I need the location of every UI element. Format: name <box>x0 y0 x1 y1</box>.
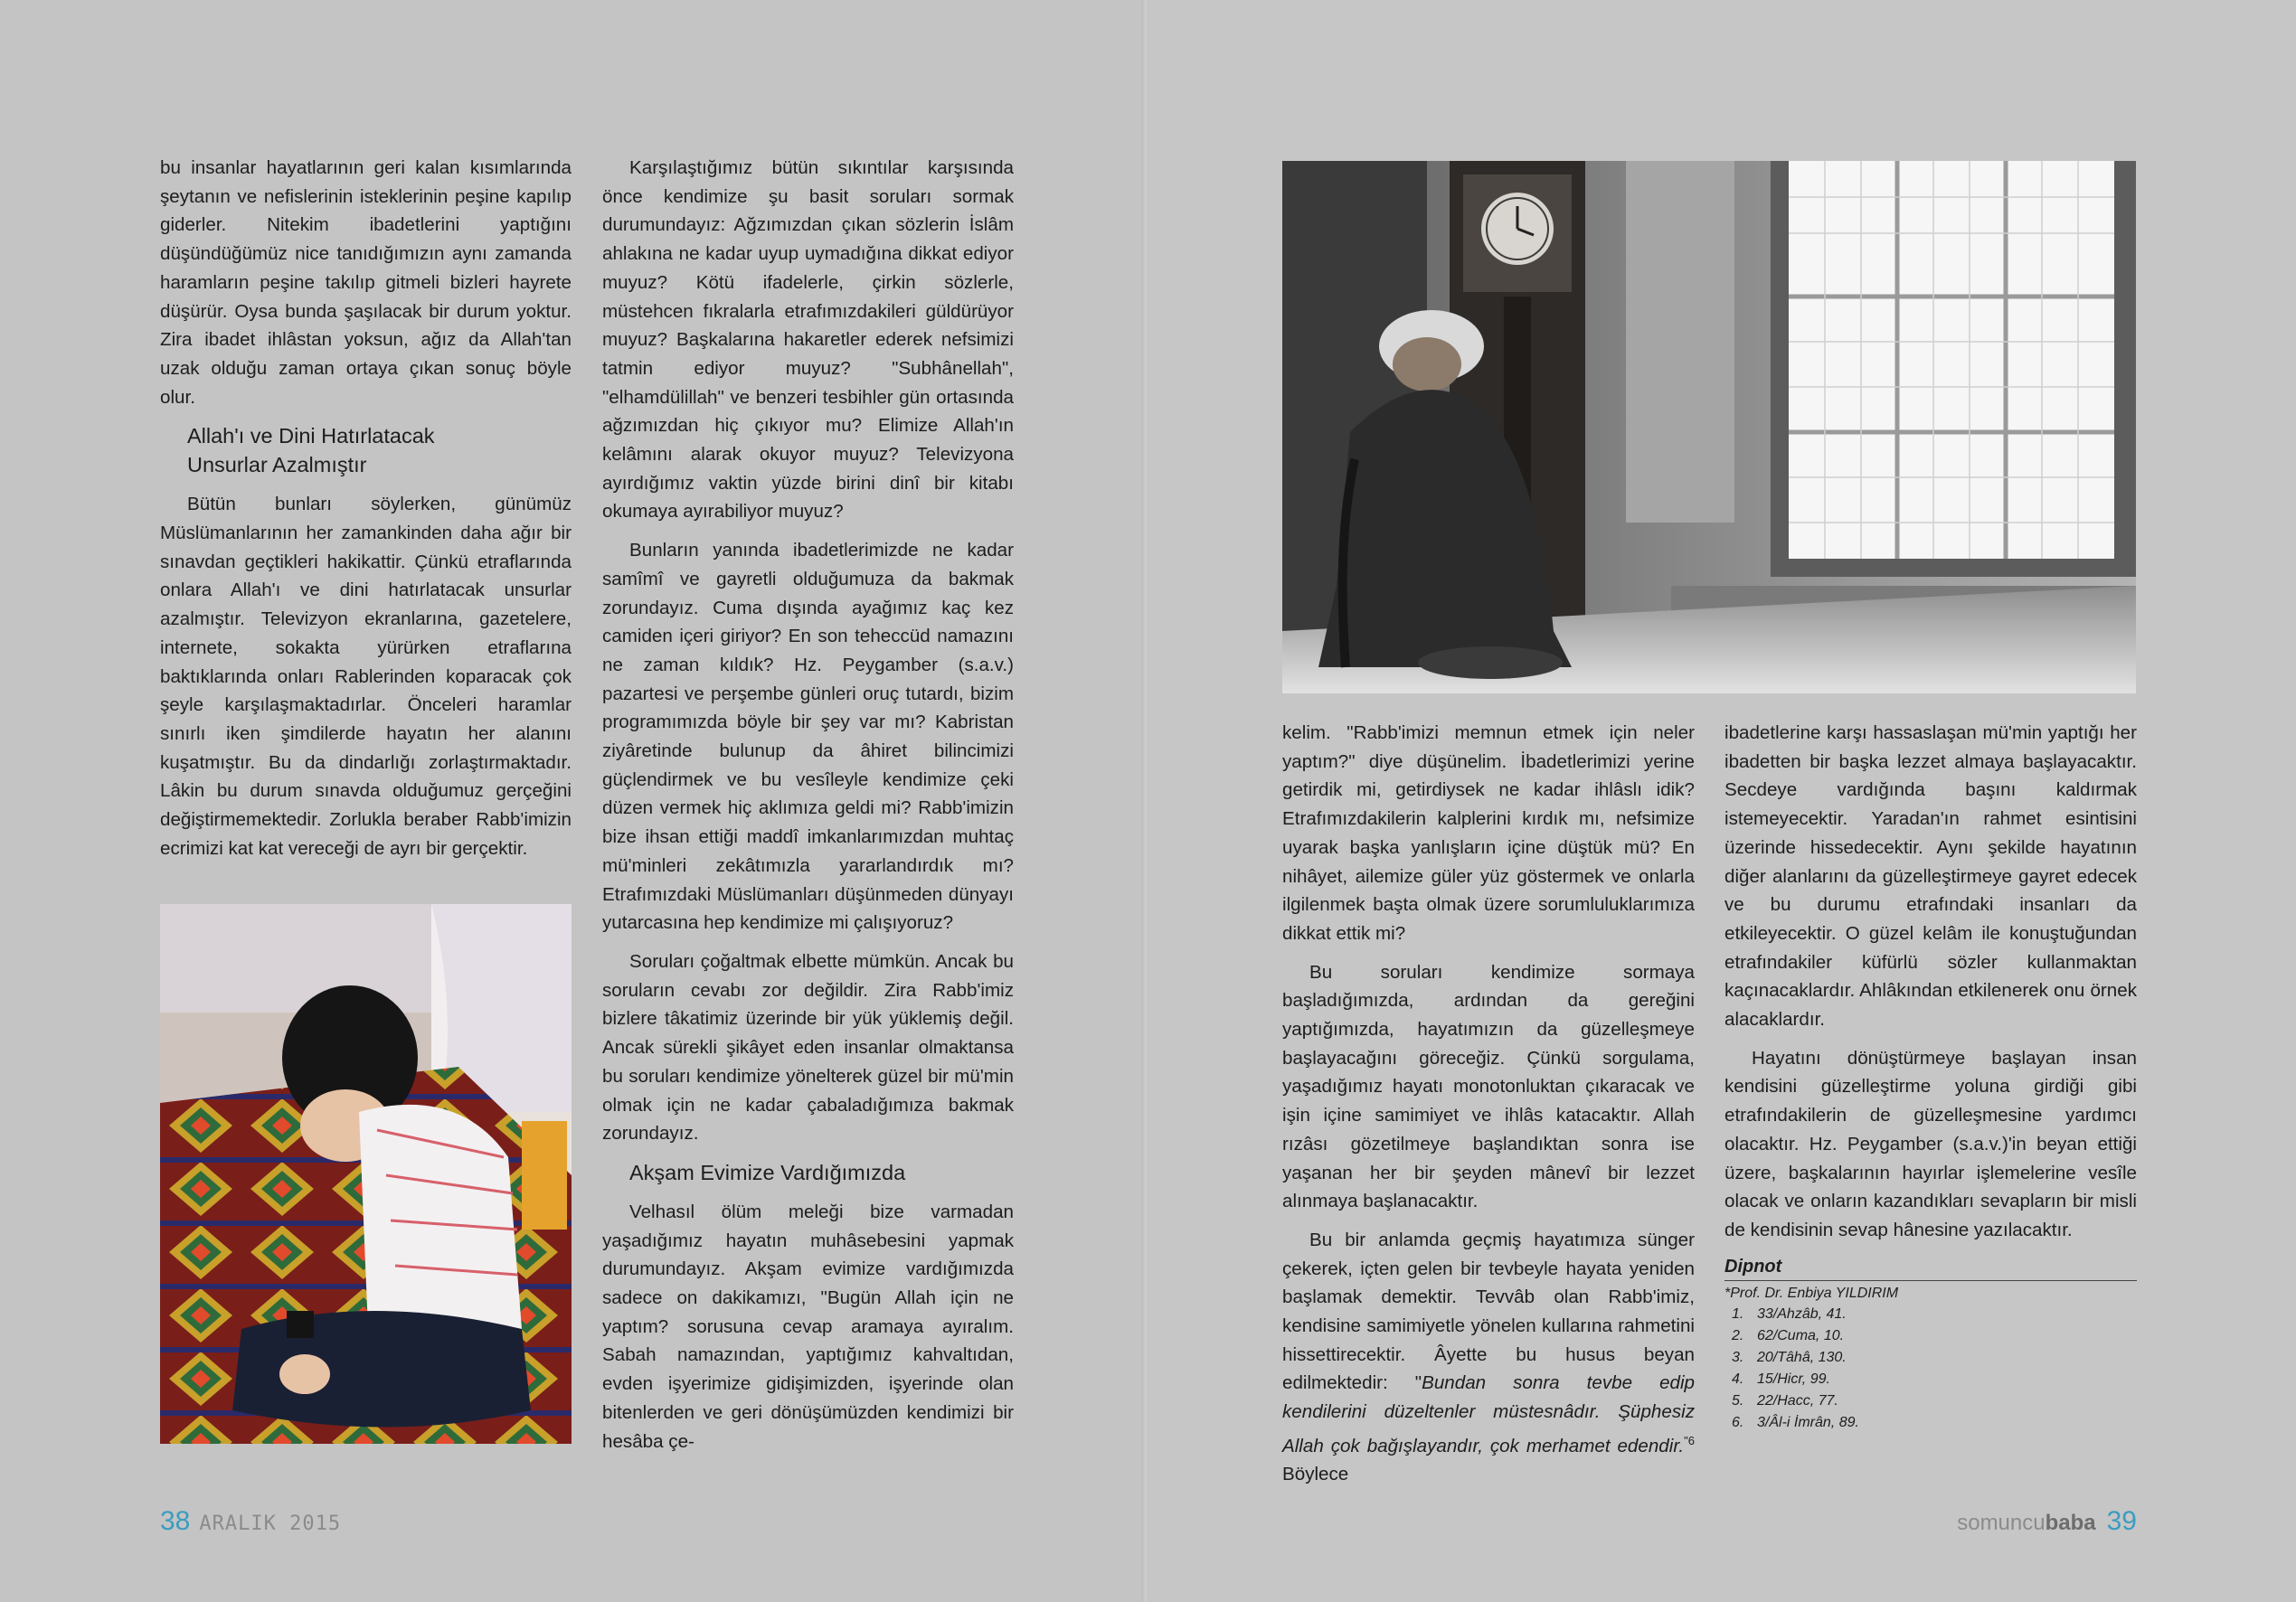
footnotes <box>1724 1255 2137 1434</box>
footnote-text: 3/Âl-i İmrân, 89. <box>1757 1414 1859 1430</box>
left-column-2 <box>602 154 1014 1465</box>
page-number-right <box>1957 1506 2137 1537</box>
quote: Bundan sonra tevbe edip kendilerini düzeltenler müstesnâdır. Şüphesiz Allah çok bağışlayandır, çok merhamet edendir. <box>1282 1372 1696 1456</box>
footnote-number: 5. <box>1732 1392 1744 1409</box>
footnote-item <box>1724 1304 2137 1325</box>
boy-on-prayer-rug-photo <box>160 904 572 1444</box>
page-number-left <box>160 1506 341 1537</box>
paragraph: ibadetlerine karşı hassaslaşan mü'min yaptığı her ibadetten bir başka lezzet almaya başlayacaktır. Secdeye vardığında başını kaldırmak istemeyecektir. Yaradan'ın rahmet esintisini üzerinde hissedecektir. Aynı şekilde hayatının diğer alanlarını da güzelleştirmeye gayret edecek ve bu durumu etrafındaki insanları da etkileyecektir. O güzel kelâm ile konuştuğundan etrafındakiler küfürlü sözler kullanmaktan kaçınacaklardır. Ahlâkından etkilenerek onu örnek alacaklardır. <box>1724 722 2137 1031</box>
footnote-text: 15/Hicr, 99. <box>1757 1371 1830 1387</box>
paragraph: Karşılaştığımız bütün sıkıntılar karşısında önce kendimize şu basit soruları sormak durumundayız: Ağzımızdan çıkan sözlerin İslâm ahlakına ne kadar uyup uymadığına dikkat ediyor muyuz? Kötü ifadelerle, çirkin sözlerle, müstehcen fıkralarla etrafımızdakileri güldürüyor muyuz? Başkalarına hakaretler ederek nefsimizi tatmin ediyor muyuz? "Subhânellah", "elhamdülillah" ve benzeri tesbihler gün ortasında ağzımızdan hiç çıkıyor mu? Elimize Allah'ın kelâmını alarak okuyor muyuz? Televizyona ayırdığımız vaktin yüzde birini dinî bir kitabı okumaya ayırabiliyor muyuz? <box>602 157 1014 523</box>
footnote-ref: "6 <box>1684 1433 1695 1447</box>
paragraph: Soruları çoğaltmak elbette mümkün. Ancak bu soruların cevabı zor değildir. Zira Rabb'imiz bizlere tâkatimiz üzerinde bir yük yüklemiş değil. Ancak sürekli şikâyet eden insanlar olmaktansa bu soruları kendimize yönelterek güzel bir mü'min olmak için ne kadar çabaladığımıza bakmak zorundayız. <box>602 950 1014 1145</box>
man-praying-mosque-photo <box>1282 161 2136 693</box>
right-column-1 <box>1282 719 1695 1499</box>
footnotes-author: *Prof. Dr. Enbiya YILDIRIM <box>1724 1285 1899 1301</box>
logo-part-bold: baba <box>2045 1511 2096 1535</box>
section-heading <box>187 421 572 479</box>
left-column-1 <box>160 154 572 872</box>
paragraph <box>1282 1226 1695 1489</box>
heading-line: Allah'ı ve Dini Hatırlatacak <box>187 424 435 448</box>
left-page <box>0 0 1147 1602</box>
footnotes-title: Dipnot <box>1724 1255 2137 1281</box>
paragraph: Bu soruları kendimize sormaya başladığımızda, ardından da gereğini yaptığımızda, hayatımızın da güzelleşmeye başlayacağını göreceğiz. Çünkü sorgulama, yaşadığımız hayatı monotonluktan çıkaracak ve işin içine samimiyet ve ihlâs katacaktır. Allah rızâsı gözetilmeye başlandıktan sonra ise yaşanan her bir şeyden mânevî bir lezzet alınmaya başlanacaktır. <box>1282 961 1695 1212</box>
issue-month: ARALIK 2015 <box>199 1512 342 1535</box>
paragraph: bu insanlar hayatlarının geri kalan kısımlarında şeytanın ve nefislerinin isteklerinin peşine kapılıp giderler. Nitekim ibadetlerini yaptığını düşündüğümüz nice tanıdığımızın aynı zamanda haramların peşine takılıp gitmeli bizleri hayrete düşürür. Oysa bunda şaşılacak bir durum yoktur. Zira ibadet ihlâstan yoksun, ağız da Allah'tan uzak olduğu zaman ortaya çıkan sonuç böyle olur. <box>160 157 572 408</box>
footnote-item <box>1724 1347 2137 1369</box>
heading-line: Unsurlar Azalmıştır <box>187 453 367 477</box>
text-run: Bu bir anlamda geçmiş hayatımıza sünger çekerek, içten gelen bir tevbeyle hayata yeniden başlamak demektir. Tevvâb olan Rabb'imiz, kendisine samimiyetle yönelen kullarına rahmetini hissettirecektir. Âyette bu husus beyan edilmektedir: " <box>1282 1229 1695 1394</box>
logo-part: somuncu <box>1957 1511 2046 1535</box>
footnote-text: 33/Ahzâb, 41. <box>1757 1305 1847 1322</box>
footnote-number: 1. <box>1732 1305 1744 1322</box>
text-run: Böylece <box>1282 1464 1349 1485</box>
footnote-item <box>1724 1390 2137 1412</box>
footnote-number: 6. <box>1732 1414 1744 1430</box>
footnote-item <box>1724 1369 2137 1390</box>
footnote-number: 2. <box>1732 1327 1744 1343</box>
footnote-text: 62/Cuma, 10. <box>1757 1327 1845 1343</box>
footnote-number: 4. <box>1732 1371 1744 1387</box>
footnote-item <box>1724 1412 2137 1434</box>
paragraph: kelim. "Rabb'imizi memnun etmek için neler yaptım?" diye düşünelim. İbadetlerimizi yerine getirdik mi, getirdiysek ne kadar ihlâslı idik? Etrafımızdakilerin kalplerini kırdık mı, nefsimize uyarak başka yanlışların içine düştük mü? En nihâyet, ailemize güler yüz göstermek ve onlarla ilgilenmek başta olmak üzere sorumluluklarımıza dikkat ettik mi? <box>1282 722 1695 944</box>
right-page <box>1147 0 2296 1602</box>
footnote-number: 3. <box>1732 1349 1744 1365</box>
right-column-2 <box>1724 719 2137 1434</box>
paragraph: Hayatını dönüştürmeye başlayan insan kendisini güzelleştirme yoluna girdiği gibi etrafındakilerin de güzelleşmesine yardımcı olacaktır. Hz. Peygamber (s.a.v.)'in beyan ettiği üzere, başkalarının hayırlar işlemelerine vesîle olacak ve onların kazandıkları sevapların bir misli de kendisinin sevap hânesine yazılacaktır. <box>1724 1047 2137 1240</box>
footnote-item <box>1724 1325 2137 1347</box>
footnote-text: 22/Hacc, 77. <box>1757 1392 1838 1409</box>
footnotes-list <box>1724 1304 2137 1434</box>
paragraph: Bütün bunları söylerken, günümüz Müslümanlarının her zamankinden daha ağır bir sınavdan geçtikleri hakikattir. Çünkü etraflarında onlara Allah'ı ve dini hatırlatacak unsurlar azalmıştır. Televizyon ekranlarına, gazetelere, internete, sokakta yürürken etraflarına baktıklarında onları Rablerinden koparacak çok şeyle karşılaşmaktadırlar. Önceleri haramlar sınırlı iken şimdilerde hayatın her alanını kuşatmıştır. Bu da dindarlığı zorlaştırmaktadır. Lâkin bu durum sınavda olduğumuz gerçeğini değiştirmemektedir. Zorlukla beraber Rabb'imizin ecrimizi kat kat vereceği de ayrı bir gerçektir. <box>160 494 572 859</box>
paragraph: Velhasıl ölüm meleği bize varmadan yaşadığımız hayatın muhâsebesini yapmak durumundayız. Akşam evimize vardığımızda sadece on dakikamızı, "Bugün Allah için ne yaptım? sorusuna cevap aramaya ayıralım. Sabah namazından, yaptığımız kahvaltıdan, evden işyerimize gidişimizden, işyerinde olan bitenlerden ve geri dönüşümüzden kendimizi bir hesâba çe- <box>602 1201 1014 1452</box>
magazine-logo <box>1957 1511 2095 1535</box>
paragraph: Bunların yanında ibadetlerimizde ne kadar samîmî ve gayretli olduğumuza da bakmak zorundayız. Cuma dışında ayağımız kaç kez camiden içeri giriyor? En son teheccüd namazını ne zaman kıldık? Hz. Peygamber (s.a.v.) pazartesi ve perşembe günleri oruç tutardı, bizim programımızda böyle bir şey var mı? Kabristan ziyâretinde bulunup da âhiret bilincimizi güçlendirmek ve bu vesîleyle kendimize çeki düzen vermek hiç aklımıza geldi mi? Rabb'imizin bize ihsan ettiği maddî imkanlarımızdan muhtaç mü'minleri zekâtımızla yararlandırdık mı? Etrafımızdaki Müslümanları düşünmeden dünyayı yutarcasına hep kendimize mi çalışıyoruz? <box>602 540 1014 934</box>
mosque-photo-drawing <box>1282 161 2136 693</box>
section-heading: Akşam Evimize Vardığımızda <box>629 1160 906 1184</box>
page-number: 38 <box>160 1506 191 1536</box>
page-number: 39 <box>2106 1506 2137 1536</box>
footnote-text: 20/Tâhâ, 130. <box>1757 1349 1847 1365</box>
boy-photo-drawing <box>160 904 572 1444</box>
